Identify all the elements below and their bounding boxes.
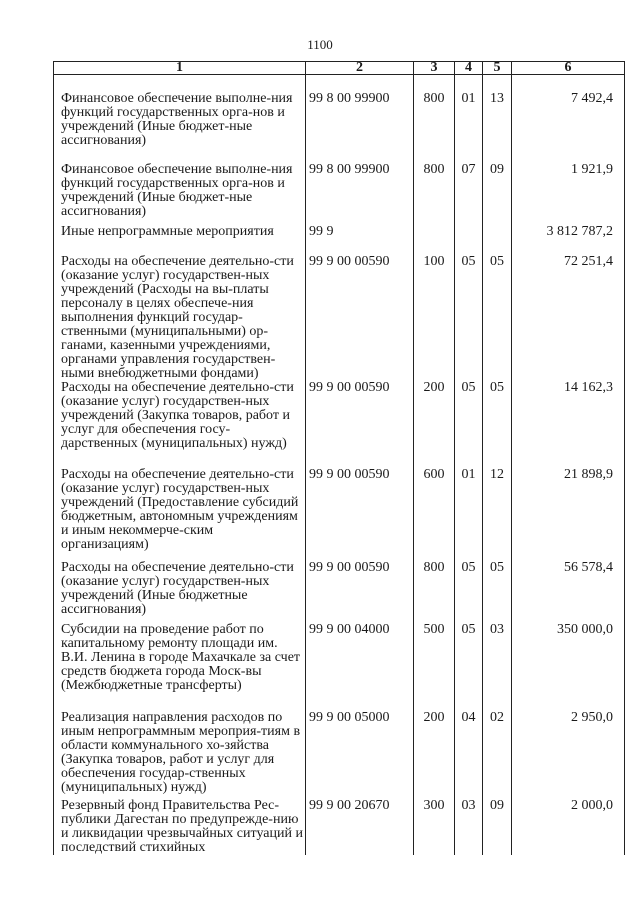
page-number: 1100 — [307, 37, 333, 52]
section-code: 07 — [455, 157, 483, 225]
section-code: 01 — [455, 468, 483, 561]
subsection-code: 09 — [483, 799, 512, 855]
classification-code: 99 9 00 00590 — [306, 252, 414, 381]
column-header-1: 1 — [54, 62, 306, 75]
amount: 14 162,3 — [512, 381, 625, 468]
table-row — [54, 623, 625, 711]
section-code — [455, 225, 483, 252]
expense-name: Иные непрограммные мероприятия — [54, 225, 306, 252]
classification-code: 99 9 00 00590 — [306, 561, 414, 623]
section-code: 01 — [455, 75, 483, 158]
amount: 56 578,4 — [512, 561, 625, 623]
expense-name: Субсидии на проведение работ по капитальному ремонту площади им. В.И. Ленина в городе Махачкале за счет средств бюджета города Моск-вы (Межбюджетные трансферты) — [54, 623, 306, 711]
section-code: 05 — [455, 252, 483, 381]
expense-name: Расходы на обеспечение деятельно-сти (оказание услуг) государствен-ных учреждений (Иные бюджетные ассигнования) — [54, 561, 306, 623]
table-row — [54, 711, 625, 799]
subsection-code — [483, 225, 512, 252]
table-row — [54, 75, 625, 158]
classification-code: 99 9 00 00590 — [306, 381, 414, 468]
expense-type-code: 800 — [414, 157, 455, 225]
amount: 1 921,9 — [512, 157, 625, 225]
expense-type-code: 200 — [414, 711, 455, 799]
section-code: 05 — [455, 561, 483, 623]
column-header-3: 3 — [414, 62, 455, 75]
subsection-code: 03 — [483, 623, 512, 711]
expense-type-code: 300 — [414, 799, 455, 855]
classification-code: 99 9 00 04000 — [306, 623, 414, 711]
expense-name: Реализация направления расходов по иным непрограммным мероприя-тиям в области коммунального хо-зяйства (Закупка товаров, работ и услуг для обеспечения государ-ственных (муниципальных) нужд) — [54, 711, 306, 799]
expense-type-code: 800 — [414, 75, 455, 158]
column-header-4: 4 — [455, 62, 483, 75]
subsection-code: 12 — [483, 468, 512, 561]
subsection-code: 09 — [483, 157, 512, 225]
amount: 7 492,4 — [512, 75, 625, 158]
section-code: 05 — [455, 381, 483, 468]
table-row — [54, 381, 625, 468]
amount: 3 812 787,2 — [512, 225, 625, 252]
classification-code: 99 8 00 99900 — [306, 75, 414, 158]
amount: 21 898,9 — [512, 468, 625, 561]
subsection-code: 02 — [483, 711, 512, 799]
column-header-6: 6 — [512, 62, 625, 75]
table-row — [54, 157, 625, 225]
classification-code: 99 9 — [306, 225, 414, 252]
expense-name: Финансовое обеспечение выполне-ния функций государственных орга-нов и учреждений (Иные бюджет-ные ассигнования) — [54, 157, 306, 225]
expense-name: Финансовое обеспечение выполне-ния функций государственных орга-нов и учреждений (Иные бюджет-ные ассигнования) — [54, 75, 306, 158]
amount: 2 000,0 — [512, 799, 625, 855]
classification-code: 99 9 00 05000 — [306, 711, 414, 799]
expense-name: Резервный фонд Правительства Рес-публики Дагестан по предупрежде-нию и ликвидации чрезвычайных ситуаций и последствий стихийных — [54, 799, 306, 855]
expense-type-code: 600 — [414, 468, 455, 561]
amount: 2 950,0 — [512, 711, 625, 799]
section-code: 03 — [455, 799, 483, 855]
table-row — [54, 252, 625, 381]
budget-table — [53, 61, 625, 855]
column-header-2: 2 — [306, 62, 414, 75]
classification-code: 99 9 00 20670 — [306, 799, 414, 855]
expense-name: Расходы на обеспечение деятельно-сти (оказание услуг) государствен-ных учреждений (Предоставление субсидий бюджетным, автономным учреждениям и иным некоммерче-ским организациям) — [54, 468, 306, 561]
table-header-row — [54, 62, 625, 75]
section-code: 05 — [455, 623, 483, 711]
expense-type-code: 200 — [414, 381, 455, 468]
amount: 72 251,4 — [512, 252, 625, 381]
expense-name: Расходы на обеспечение деятельно-сти (оказание услуг) государствен-ных учреждений (Закупка товаров, работ и услуг для обеспечения госу-дарственных (муниципальных) нужд) — [54, 381, 306, 468]
expense-name: Расходы на обеспечение деятельно-сти (оказание услуг) государствен-ных учреждений (Расходы на вы-платы персоналу в целях обеспече-ния выполнения функций государ-ственными (муниципальными) ор-ганами, казенными учреждениями, органами управления государствен-ными внебюджетными фондами) — [54, 252, 306, 381]
classification-code: 99 9 00 00590 — [306, 468, 414, 561]
subsection-code: 05 — [483, 252, 512, 381]
subsection-code: 05 — [483, 381, 512, 468]
expense-type-code: 800 — [414, 561, 455, 623]
expense-type-code: 500 — [414, 623, 455, 711]
table-row — [54, 799, 625, 855]
table-row — [54, 468, 625, 561]
expense-type-code — [414, 225, 455, 252]
amount: 350 000,0 — [512, 623, 625, 711]
table-row — [54, 225, 625, 252]
subsection-code: 13 — [483, 75, 512, 158]
classification-code: 99 8 00 99900 — [306, 157, 414, 225]
column-header-5: 5 — [483, 62, 512, 75]
table-row — [54, 561, 625, 623]
section-code: 04 — [455, 711, 483, 799]
subsection-code: 05 — [483, 561, 512, 623]
expense-type-code: 100 — [414, 252, 455, 381]
